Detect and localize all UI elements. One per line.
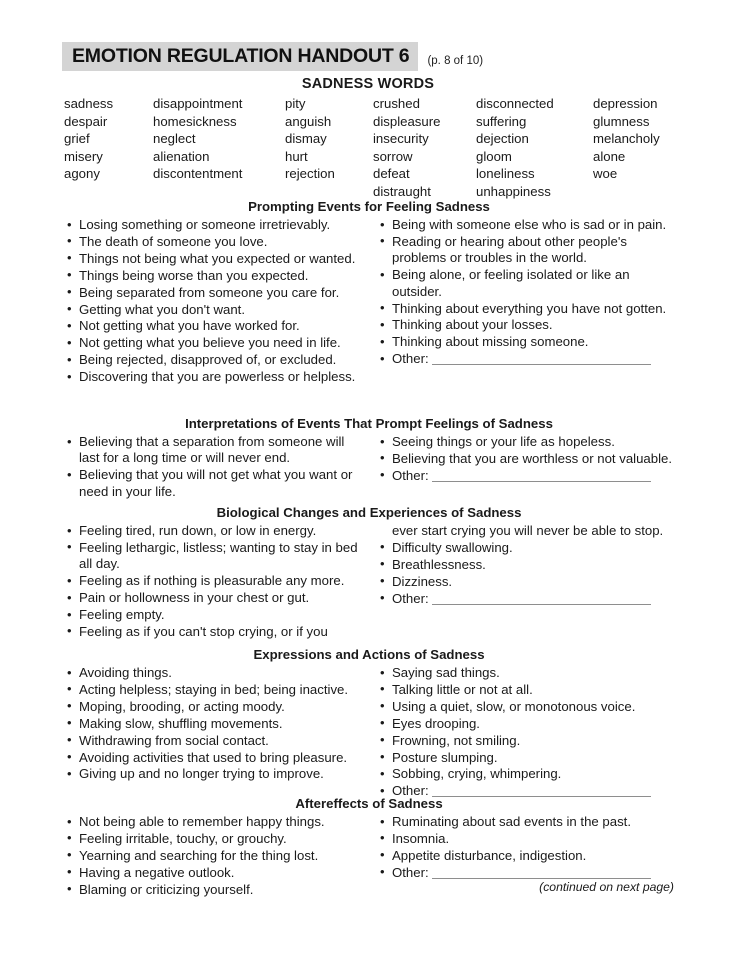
list-item: • Being separated from someone you care for. (62, 285, 363, 301)
list-item: • Feeling tired, run down, or low in energy. (62, 523, 363, 539)
section-prompting-events (62, 199, 676, 386)
list-item: • Giving up and no longer trying to improve. (62, 766, 363, 782)
word-item: disconnected (476, 96, 554, 111)
word-item: discontentment (153, 166, 243, 182)
bullet-list-right (375, 523, 676, 607)
bullet-list-left (62, 217, 363, 386)
list-item: • Posture slumping. (375, 750, 676, 766)
list-item: • Talking little or not at all. (375, 682, 676, 698)
page-number-label: (p. 8 of 10) (427, 55, 484, 68)
section-title: Prompting Events for Feeling Sadness (248, 199, 490, 214)
other-write-in-line[interactable] (432, 865, 651, 879)
bullet-list-left (62, 523, 363, 640)
word-item: dismay (285, 131, 327, 147)
section-title: Expressions and Actions of Sadness (253, 647, 485, 662)
list-item: • Blaming or criticizing yourself. (62, 882, 363, 898)
section-left-column (62, 665, 369, 800)
page-title: EMOTION REGULATION HANDOUT 6 (62, 42, 418, 71)
list-item: • Thinking about your losses. (375, 317, 676, 333)
list-item: • Sobbing, crying, whimpering. (375, 766, 676, 782)
word-item: crushed (373, 96, 420, 111)
list-item: • Ruminating about sad events in the past. (375, 814, 676, 830)
list-item: • Eyes drooping. (375, 716, 676, 732)
word-item: gloom (476, 148, 512, 164)
word-item: rejection (285, 166, 335, 182)
word-item: misery (64, 148, 103, 164)
section-columns (62, 217, 676, 386)
other-label: Other: (392, 467, 429, 483)
list-item: • Feeling empty. (62, 607, 363, 623)
list-item: • Not getting what you have worked for. (62, 318, 363, 334)
other-write-in-line[interactable] (432, 351, 651, 365)
section-right-column (369, 523, 676, 641)
word-column-1 (64, 95, 153, 201)
word-item: woe (593, 166, 618, 182)
list-item: • Being alone, or feeling isolated or like an outsider. (375, 267, 676, 300)
other-label: Other: (392, 351, 429, 367)
list-item: • Avoiding things. (62, 665, 363, 681)
section-title: Biological Changes and Experiences of Sadness (216, 505, 522, 520)
other-label: Other: (392, 590, 429, 606)
section-left-column (62, 217, 369, 386)
bullet-list-right (375, 665, 676, 800)
word-item: glumness (593, 113, 650, 129)
word-item: hurt (285, 148, 308, 164)
word-column-6 (593, 95, 676, 201)
section-right-column (369, 665, 676, 800)
word-column-3 (285, 95, 373, 201)
continuation-text: ever start crying you will never be able to stop. (392, 523, 664, 538)
section-interpretations (62, 416, 676, 501)
other-list-item (375, 865, 676, 881)
word-item: anguish (285, 113, 332, 129)
list-item: • Believing that a separation from someone will last for a long time or will never end. (62, 434, 363, 467)
list-item: • Things being worse than you expected. (62, 268, 363, 284)
word-item: insecurity (373, 131, 429, 147)
list-item: • Discovering that you are powerless or helpless. (62, 369, 363, 385)
list-item: • Feeling as if you can't stop crying, or if you (62, 624, 363, 640)
list-item: • Seeing things or your life as hopeless. (375, 434, 676, 450)
word-item: loneliness (476, 166, 535, 182)
section-left-column (62, 434, 369, 501)
list-item: • Having a negative outlook. (62, 865, 363, 881)
list-item: • The death of someone you love. (62, 234, 363, 250)
other-write-in-line[interactable] (432, 468, 651, 482)
handout-header (62, 42, 483, 71)
word-item: distraught (373, 183, 431, 199)
word-item: disappointment (153, 96, 243, 111)
list-item: • Being rejected, disapproved of, or excluded. (62, 352, 363, 368)
list-item: • Thinking about missing someone. (375, 334, 676, 350)
section-right-column (369, 217, 676, 386)
word-column-2 (153, 95, 285, 201)
list-item: • Feeling irritable, touchy, or grouchy. (62, 831, 363, 847)
word-item: agony (64, 166, 100, 182)
other-list-item (375, 591, 676, 607)
other-label: Other: (392, 864, 429, 880)
list-item: • Frowning, not smiling. (375, 733, 676, 749)
word-item: suffering (476, 113, 527, 129)
list-item: • Acting helpless; staying in bed; being inactive. (62, 682, 363, 698)
list-item: • Not being able to remember happy things. (62, 814, 363, 830)
word-item: melancholy (593, 131, 660, 147)
word-item: alone (593, 148, 626, 164)
word-item: homesickness (153, 113, 237, 129)
bullet-list-left (62, 434, 363, 500)
list-item: • Appetite disturbance, indigestion. (375, 848, 676, 864)
section-expressions-actions (62, 647, 676, 800)
other-label: Other: (392, 783, 429, 799)
other-list-item (375, 351, 676, 367)
section-columns (62, 523, 676, 641)
word-item: grief (64, 131, 90, 147)
list-item: • Not getting what you believe you need in life. (62, 335, 363, 351)
word-item: displeasure (373, 113, 441, 129)
word-item: despair (64, 113, 108, 129)
bullet-list-right (375, 434, 676, 484)
list-item: • Yearning and searching for the thing lost. (62, 848, 363, 864)
sadness-words-heading: SADNESS WORDS (301, 76, 435, 92)
word-column-5 (476, 95, 593, 201)
list-item: • Making slow, shuffling movements. (62, 716, 363, 732)
list-item: • Using a quiet, slow, or monotonous voice. (375, 699, 676, 715)
word-item: neglect (153, 131, 196, 147)
word-item: dejection (476, 131, 529, 147)
list-item: • Difficulty swallowing. (375, 540, 676, 556)
continued-note: (continued on next page) (539, 880, 674, 894)
list-item: • Saying sad things. (375, 665, 676, 681)
word-item: unhappiness (476, 183, 551, 199)
section-left-column (62, 523, 369, 641)
list-item: • Thinking about everything you have not gotten. (375, 301, 676, 317)
list-item: • Feeling lethargic, listless; wanting to stay in bed all day. (62, 540, 363, 573)
list-item: • Pain or hollowness in your chest or gut. (62, 590, 363, 606)
list-item: • Moping, brooding, or acting moody. (62, 699, 363, 715)
bullet-list-left (62, 665, 363, 783)
section-columns (62, 434, 676, 501)
word-item: pity (285, 96, 306, 111)
section-columns (62, 665, 676, 800)
list-item: • Losing something or someone irretrievably. (62, 217, 363, 233)
word-item: sorrow (373, 148, 413, 164)
list-item: • Feeling as if nothing is pleasurable any more. (62, 573, 363, 589)
section-right-column (369, 434, 676, 501)
list-item: • Avoiding activities that used to bring pleasure. (62, 750, 363, 766)
word-item: defeat (373, 166, 410, 182)
list-item: • Believing that you will not get what you want or need in your life. (62, 467, 363, 500)
list-item: • Breathlessness. (375, 557, 676, 573)
word-item: alienation (153, 148, 210, 164)
list-item: • Dizziness. (375, 574, 676, 590)
list-item: • Reading or hearing about other people's problems or troubles in the world. (375, 234, 676, 267)
list-item: • Getting what you don't want. (62, 302, 363, 318)
section-biological-changes (62, 505, 676, 641)
section-title: Interpretations of Events That Prompt Feelings of Sadness (185, 416, 553, 431)
bullet-list-left (62, 814, 363, 898)
list-item: • Withdrawing from social contact. (62, 733, 363, 749)
other-write-in-line[interactable] (432, 591, 651, 605)
section-left-column (62, 814, 369, 899)
bullet-list-right (375, 814, 676, 881)
bullet-list-right (375, 217, 676, 368)
section-title: Aftereffects of Sadness (295, 796, 443, 811)
list-item: • Being with someone else who is sad or in pain. (375, 217, 676, 233)
list-item: • Things not being what you expected or wanted. (62, 251, 363, 267)
word-item: depression (593, 96, 658, 111)
list-item: • Believing that you are worthless or not valuable. (375, 451, 676, 467)
word-item: sadness (64, 96, 114, 111)
list-item: • Insomnia. (375, 831, 676, 847)
word-column-4 (373, 95, 476, 201)
sadness-words-grid (64, 95, 676, 201)
other-list-item (375, 468, 676, 484)
